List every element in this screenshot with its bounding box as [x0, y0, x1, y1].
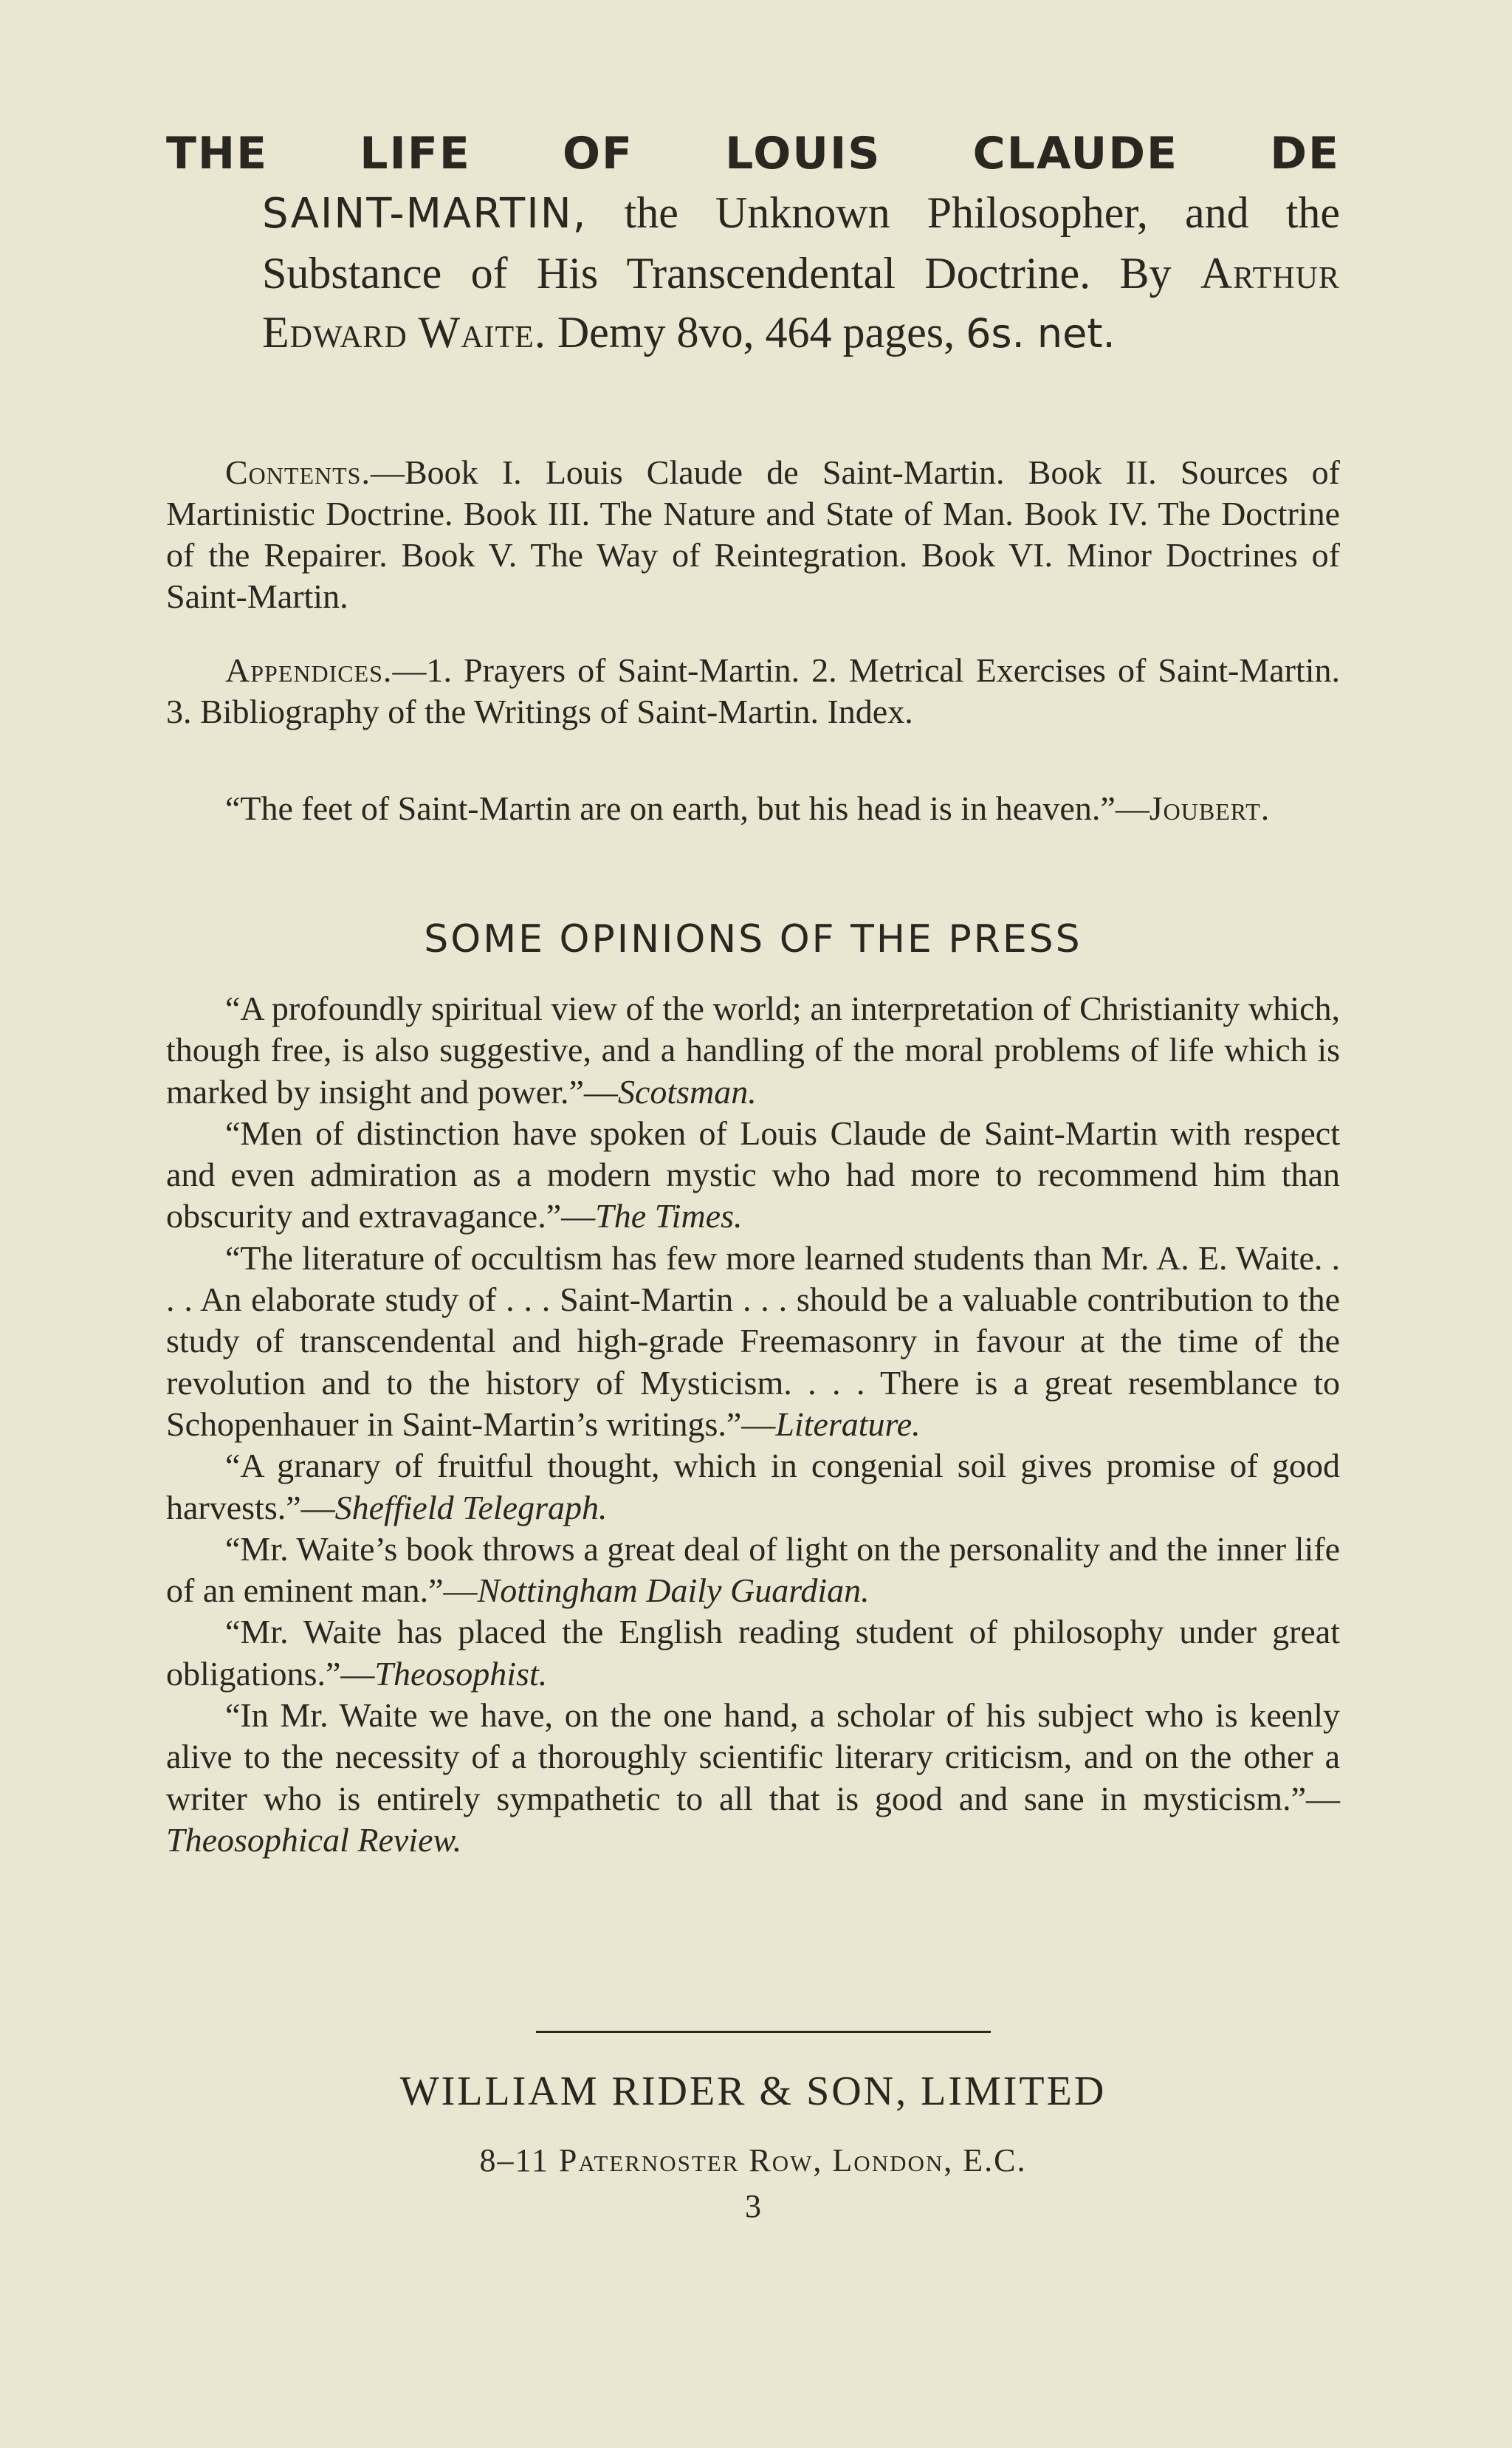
review-quote: “The literature of occultism has few more learned students than Mr. A. E. Waite. . . . An elaborate study of . . . Saint-Martin . . . should be a valuable contribution to the study of transcendental and high-grade Freemasonry in favour at the time of the revolution and to the history of Mysticism. . . . There is a great resemblance to Schopenhauer in Saint-Martin’s writings.”—: [166, 1238, 1340, 1443]
book-subtitle: the Unknown Philosopher, and the Substance of His Transcendental Doctrine. By: [262, 188, 1340, 298]
appendices-label: Appendices.: [225, 651, 393, 689]
book-title-block: [166, 124, 1340, 363]
review-source: Nottingham Daily Guardian.: [477, 1571, 870, 1610]
review-quote: “A profoundly spiritual view of the world; an interpretation of Christianity which, though free, is also suggestive, and a handling of the moral problems of life which is marked by insight and power.”—: [166, 990, 1340, 1111]
review-item: [166, 1445, 1340, 1529]
book-format: Demy 8vo, 464 pages,: [546, 308, 966, 357]
review-source: Theosophist.: [374, 1654, 548, 1693]
appendices-paragraph: [166, 650, 1340, 733]
contents-text: —Book I. Louis Claude de Saint-Martin. Book II. Sources of Martinistic Doctrine. Book III. The Nature and State of Man. Book IV. The Doctrine of the Repairer. Book V. The Way of Reintegration. Book VI. Minor Doctrines of Saint-Martin.: [166, 453, 1340, 615]
review-item: [166, 1529, 1340, 1612]
review-quote: “Men of distinction have spoken of Louis Claude de Saint-Martin with respect and even admiration as a modern mystic who had more to recommend him than obscurity and extravagance.”—: [166, 1114, 1340, 1235]
epigraph: [166, 788, 1340, 829]
review-quote: “In Mr. Waite we have, on the one hand, a scholar of his subject who is keenly alive to the necessity of a thoroughly scientific literary criticism, and on the other a writer who is entirely sympathetic to all that is good and sane in mysticism.”—: [166, 1696, 1340, 1817]
epigraph-text: “The feet of Saint-Martin are on earth, but his head is in heaven.”—: [225, 789, 1150, 827]
publisher-address: 8–11 Paternoster Row, London, E.C.: [479, 2142, 1027, 2178]
appendices-text: —1. Prayers of Saint-Martin. 2. Metrical Exercises of Saint-Martin. 3. Bibliography of the Writings of Saint-Martin. Index.: [166, 651, 1340, 730]
book-title-name: SAINT-MARTIN,: [262, 190, 588, 238]
review-source: Literature.: [775, 1405, 921, 1443]
review-source: Sheffield Telegraph.: [334, 1488, 608, 1526]
epigraph-author: Joubert.: [1149, 789, 1271, 827]
review-item: [166, 1695, 1340, 1861]
book-title-rest: [166, 183, 1340, 363]
contents-paragraph: [166, 452, 1340, 617]
publisher-name: WILLIAM RIDER & SON, LIMITED: [399, 2068, 1107, 2114]
review-source: Theosophical Review.: [166, 1820, 462, 1859]
book-price: 6s. net.: [966, 310, 1116, 357]
book-title-line1: THE LIFE OF LOUIS CLAUDE DE: [166, 128, 1340, 179]
review-item: [166, 1611, 1340, 1695]
review-item: [166, 1238, 1340, 1445]
review-quote: “Mr. Waite’s book throws a great deal of light on the personality and the inner life of an eminent man.”—: [166, 1529, 1340, 1610]
review-item: [166, 1113, 1340, 1238]
review-quote: “Mr. Waite has placed the English reading student of philosophy under great obligations.”—: [166, 1613, 1340, 1693]
review-source: Scotsman.: [617, 1072, 757, 1111]
divider-rule: [536, 2031, 991, 2033]
press-heading: SOME OPINIONS OF THE PRESS: [424, 917, 1082, 961]
press-reviews: [166, 988, 1340, 1861]
book-author: Arthur Edward Waite.: [262, 249, 1340, 357]
review-quote: “A granary of fruitful thought, which in congenial soil gives promise of good harvests.”—: [166, 1447, 1340, 1526]
page-number: 3: [745, 2188, 761, 2224]
contents-label: Contents.: [225, 453, 371, 491]
review-source: The Times.: [595, 1197, 743, 1235]
review-item: [166, 988, 1340, 1113]
